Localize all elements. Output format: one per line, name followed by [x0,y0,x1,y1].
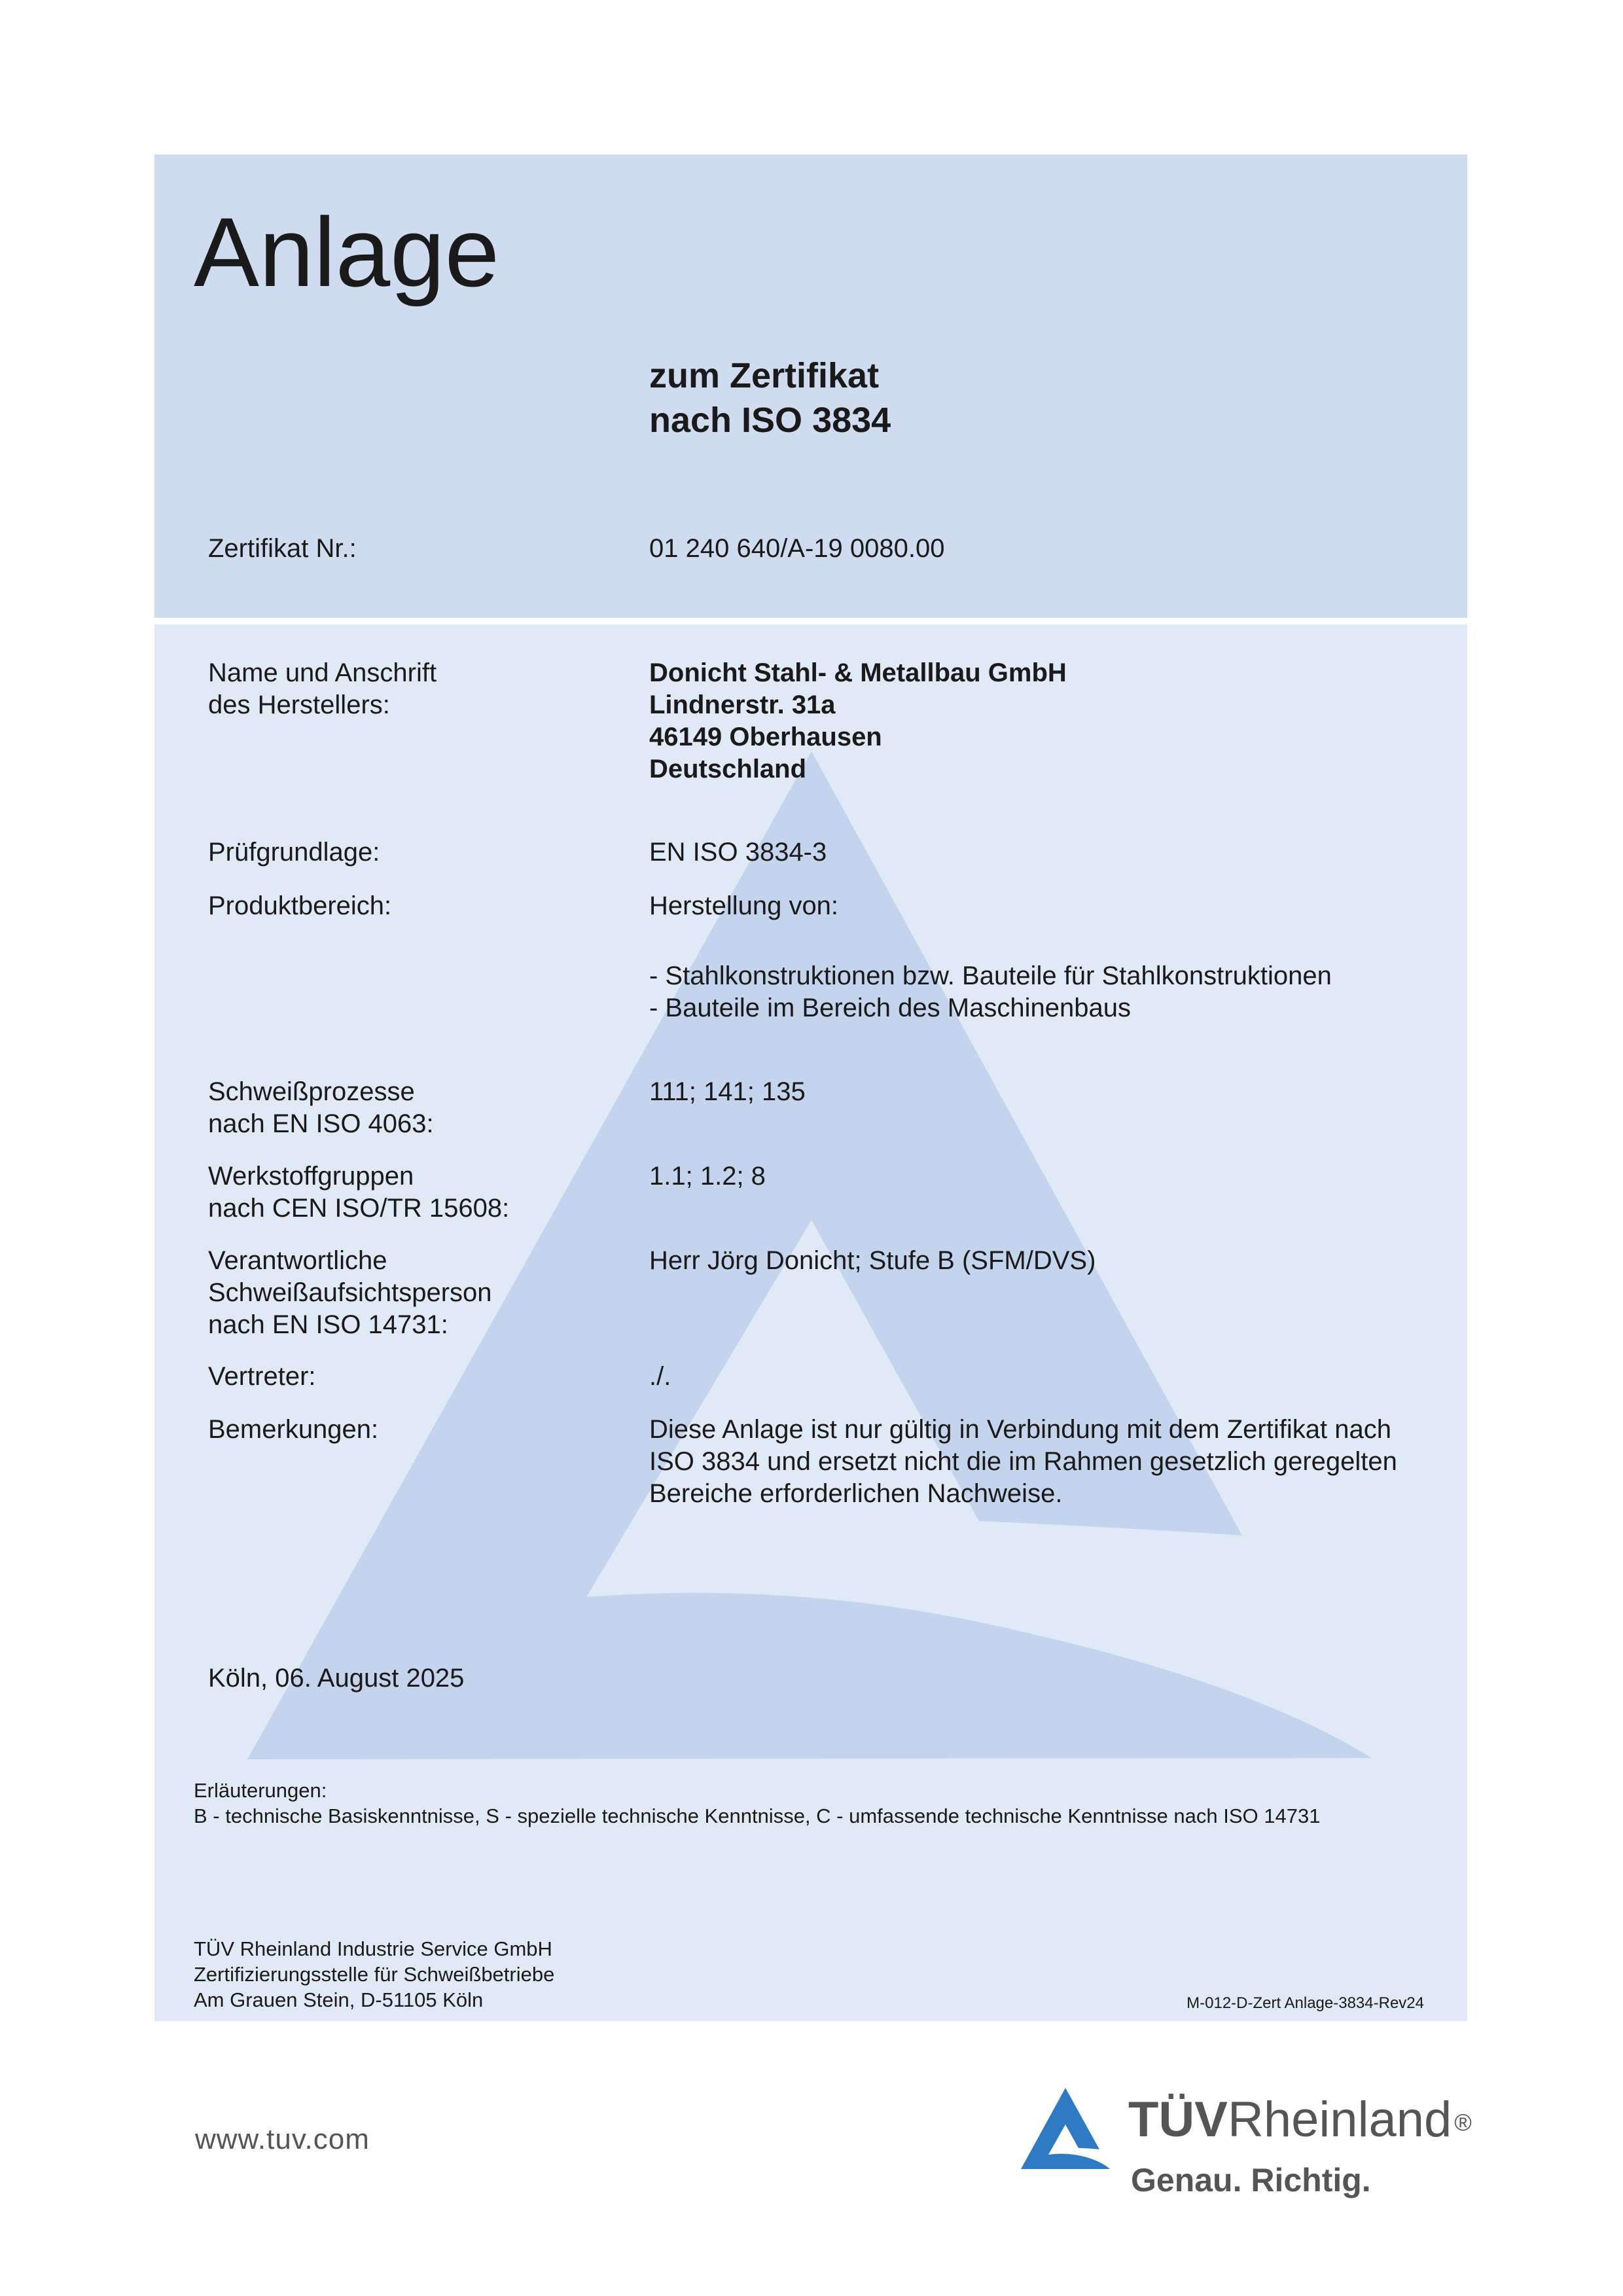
test-basis-label: Prüfgrundlage: [208,838,380,867]
supervisor-label [208,1245,492,1341]
welding-processes-label-line2: nach EN ISO 4063: [208,1109,434,1138]
explanations-text: B - technische Basiskenntnisse, S - spezielle technische Kenntnisse, C - umfassende technische Kenntnisse nach ISO 14731 [194,1804,1321,1827]
material-groups-label-line2: nach CEN ISO/TR 15608: [208,1194,510,1223]
material-groups-value: 1.1; 1.2; 8 [649,1162,766,1191]
supervisor-value: Herr Jörg Donicht; Stufe B (SFM/DVS) [649,1246,1096,1275]
tuv-triangle-logo-icon [1018,2085,1113,2173]
supervisor-label-line1: Verantwortliche [208,1246,387,1275]
brand-part2: Rheinland [1228,2092,1452,2147]
remarks-line3: Bereiche erforderlichen Nachweise. [649,1479,1063,1508]
certificate-number: 01 240 640/A-19 0080.00 [649,534,945,563]
brand-wordmark [1128,2092,1472,2148]
welding-processes-value: 111; 141; 135 [649,1077,806,1106]
subtitle [649,353,891,442]
issuer-line2: Zertifizierungsstelle für Schweißbetriebe [194,1963,555,1986]
product-scope-label: Produktbereich: [208,891,392,920]
issuer-line3: Am Grauen Stein, D-51105 Köln [194,1988,484,2011]
remarks-text [649,1414,1397,1510]
representative-value: ./. [649,1362,671,1391]
manufacturer-address [649,657,1067,785]
subtitle-line2: nach ISO 3834 [649,401,891,440]
explanations [194,1778,1320,1829]
welding-processes-label-line1: Schweißprozesse [208,1077,415,1106]
remarks-line2: ISO 3834 und ersetzt nicht die im Rahmen gesetzlich geregelten [649,1447,1397,1476]
manufacturer-city: 46149 Oberhausen [649,723,882,751]
registered-mark: ® [1454,2109,1472,2136]
product-scope-item: - Stahlkonstruktionen bzw. Bauteile für Stahlkonstruktionen [649,961,1332,990]
panel-separator [154,618,1467,624]
brand-slogan: Genau. Richtig. [1131,2162,1371,2198]
supervisor-label-line3: nach EN ISO 14731: [208,1310,448,1339]
test-basis-value: EN ISO 3834-3 [649,838,827,867]
manufacturer-street: Lindnerstr. 31a [649,691,836,719]
issuer-line1: TÜV Rheinland Industrie Service GmbH [194,1937,552,1960]
place-date: Köln, 06. August 2025 [208,1664,465,1693]
explanations-heading: Erläuterungen: [194,1779,327,1802]
brand-part1: TÜV [1128,2092,1228,2147]
page-title: Anlage [194,197,500,307]
welding-processes-label [208,1076,434,1140]
manufacturer-label-line2: des Herstellers: [208,691,390,719]
remarks-label: Bemerkungen: [208,1415,379,1444]
manufacturer-label [208,657,437,721]
subtitle-line1: zum Zertifikat [649,356,880,395]
material-groups-label [208,1160,509,1225]
manufacturer-name: Donicht Stahl- & Metallbau GmbH [649,658,1067,687]
remarks-line1: Diese Anlage ist nur gültig in Verbindung mit dem Zertifikat nach [649,1415,1391,1444]
representative-label: Vertreter: [208,1362,316,1391]
manufacturer-country: Deutschland [649,755,807,783]
product-scope-list [649,960,1332,1024]
supervisor-label-line2: Schweißaufsichtsperson [208,1278,492,1307]
product-scope-intro: Herstellung von: [649,891,839,920]
website-link[interactable]: www.tuv.com [195,2123,370,2155]
issuer-address [194,1936,554,2013]
form-code: M-012-D-Zert Anlage-3834-Rev24 [1186,1994,1424,2012]
product-scope-item: - Bauteile im Bereich des Maschinenbaus [649,994,1131,1022]
manufacturer-label-line1: Name und Anschrift [208,658,437,687]
material-groups-label-line1: Werkstoffgruppen [208,1162,414,1191]
certificate-label: Zertifikat Nr.: [208,534,357,563]
